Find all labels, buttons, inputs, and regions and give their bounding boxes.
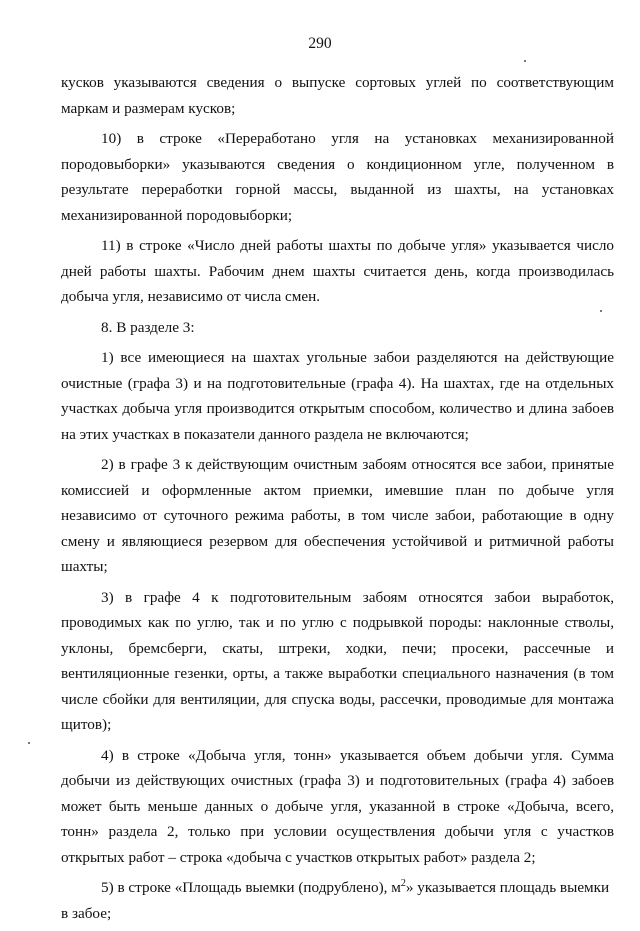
paragraph-item-4: 4) в строке «Добыча угля, тонн» указывается объем добычи угля. Сумма добычи из действующих очистных (графа 3) и подготовительных (графа 4) забоев может быть меньше данных о добыче угля, указанной в строке «Добыча, всего, тонн» раздела 2, только при условии осуществления добычи угля с участков открытых работ – строка «добыча с участков открытых работ» раздела 2; [61,746,614,866]
body-text [61,70,614,931]
superscript-two: 2 [400,877,406,889]
scan-speck [28,742,30,744]
paragraph-continuation: кусков указываются сведения о выпуске сортовых углей по соответствующим маркам и размерам кусков; [61,74,614,117]
paragraph-item-5-text: 5) в строке «Площадь выемки (подрублено), м [101,879,401,896]
page-number: 290 [308,35,332,52]
paragraph-item-2: 2) в графе 3 к действующим очистным забоям относятся все забои, принятые комиссией и оформленные актом приемки, имевшие план по добыче угля независимо от суточного режима работы, в том числе забои, работающие в одну смену и являющиеся резервом для обеспечения устойчивой и ритмичной работы шахты; [61,456,614,575]
paragraph-item-1: 1) все имеющиеся на шахтах угольные забои разделяются на действующие очистные (графа 3) и на подготовительные (графа 4). На шахтах, где на отдельных участках добыча угля производится открытым способом, количество и длина забоев на этих участках в показатели данного раздела не включаются; [61,349,614,443]
paragraph-item-3: 3) в графе 4 к подготовительным забоям относятся забои выработок, проводимых как по углю, так и по углю с подрывкой породы: наклонные стволы, уклоны, бремсберги, скаты, штреки, ходки, печи; просеки, рассечные и вентиляционные гезенки, орты, а также выработки специального назначения (в том числе сбойки для вентиляции, для спуска воды, рассечки, проводимые для монтажа щитов); [61,588,614,733]
paragraph-item-5-text-end: » указывается площадь выемки в забое; [61,879,610,922]
section-heading-8: 8. В разделе 3: [101,318,195,336]
paragraph-item-11: 11) в строке «Число дней работы шахты по добыче угля» указывается число дней работы шахты. Рабочим днем шахты считается день, когда производилась добыча угля, независимо от числа смен. [61,237,614,305]
paragraph-item-10: 10) в строке «Переработано угля на установках механизированной породовыборки» указываются сведения о кондиционном угле, полученном в результате переработки горной массы, выданной из шахты, на установках механизированной породовыборки; [61,130,614,224]
scan-speck [600,310,602,312]
scan-speck [524,60,526,62]
paragraph-item-5 [61,875,614,926]
